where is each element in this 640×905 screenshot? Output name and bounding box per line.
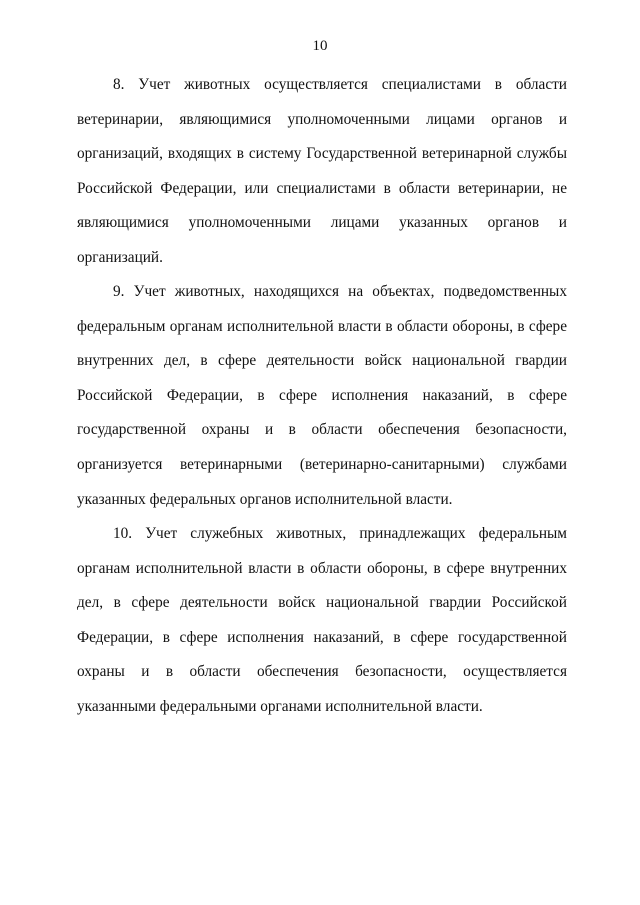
paragraph-item-10: 10. Учет служебных животных, принадлежащих федеральным органам исполнительной власти в области обороны, в сфере внутренних дел, в сфере деятельности войск национальной гвардии Российской Федерации, в сфере исполнения наказаний, в сфере государственной охраны и в области обеспечения безопасности, осуществляется указанными федеральными органами исполнительной власти.: [77, 525, 567, 715]
paragraph-item-8: 8. Учет животных осуществляется специалистами в области ветеринарии, являющимися уполномоченными лицами органов и организаций, входящих в систему Государственной ветеринарной службы Российской Федерации, или специалистами в области ветеринарии, не являющимися уполномоченными лицами указанных органов и организаций.: [77, 76, 567, 266]
page-number: 10: [312, 38, 328, 54]
paragraph-item-9: 9. Учет животных, находящихся на объектах, подведомственных федеральным органам исполнительной власти в области обороны, в сфере внутренних дел, в сфере деятельности войск национальной гвардии Российской Федерации, в сфере исполнения наказаний, в сфере государственной охраны и в области обеспечения безопасности, организуется ветеринарными (ветеринарно-санитарными) службами указанных федеральных органов исполнительной власти.: [77, 283, 567, 508]
